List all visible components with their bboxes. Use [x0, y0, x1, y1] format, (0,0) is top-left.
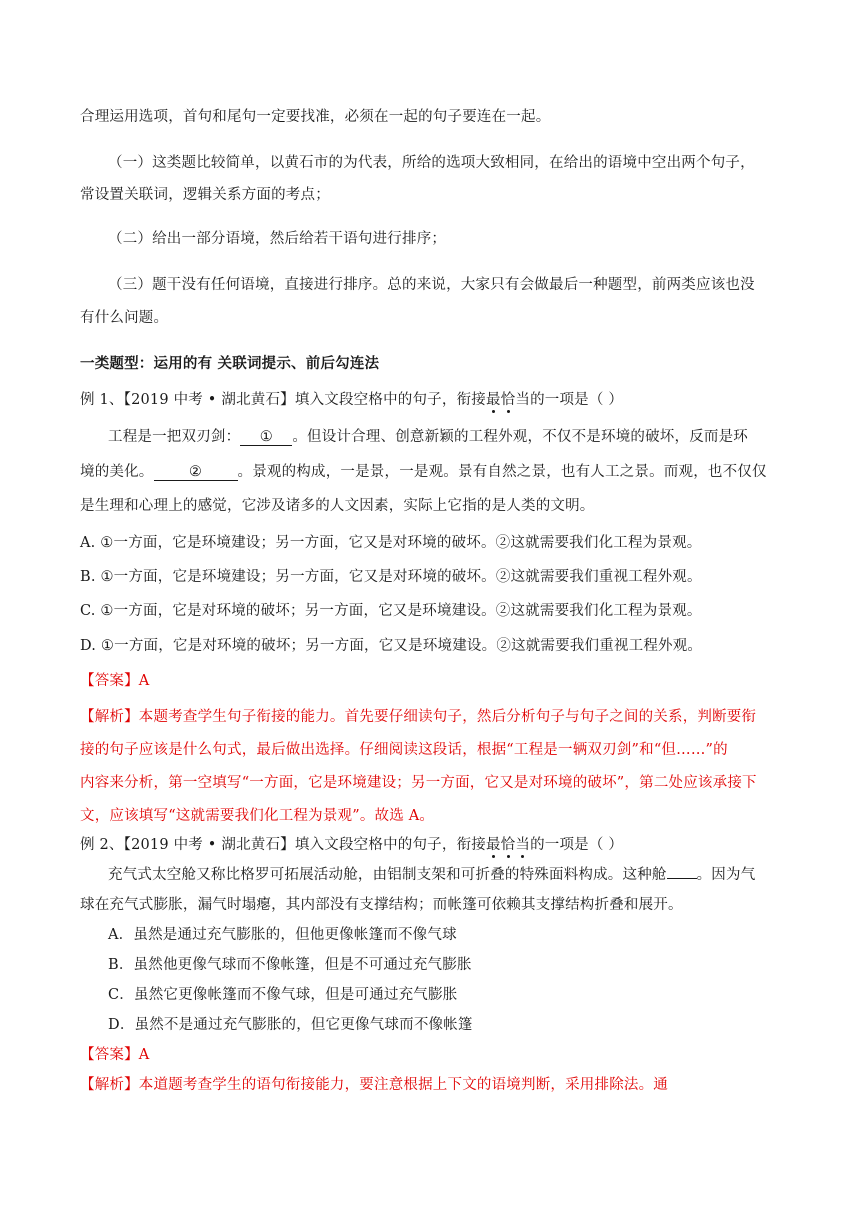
- blank: [667, 866, 697, 879]
- emphasis-char: 最: [485, 837, 501, 853]
- type-three-line-1: （三）题干没有任何语境，直接进行排序。总的来说，大家只有会做最后一种题型，前两类应该也没: [108, 277, 755, 293]
- emphasis-char: 最: [485, 392, 501, 408]
- example-1-passage-line-3: 是生理和心理上的感觉，它涉及诸多的人文因素，实际上它指的是人类的文明。: [80, 498, 595, 514]
- example-1-answer: 【答案】A: [80, 673, 150, 689]
- example-2-analysis: 【解析】本道题考查学生的语句衔接能力，要注意根据上下文的语境判断，采用排除法。通: [80, 1077, 668, 1093]
- example-1-option-b: B. ①一方面，它是环境建设；另一方面，它又是对环境的破坏。②这就需要我们重视工程外观。: [80, 569, 702, 585]
- example-1-question: [80, 391, 623, 409]
- example-2-passage-line-2: 球在充气式膨胀，漏气时塌瘪，其内部没有支撑结构；而帐篷可依赖其支撑结构折叠和展开。: [80, 897, 683, 913]
- example-2-question-suffix: 的一项是（ ）: [530, 837, 624, 853]
- example-2-option-b: B．虽然他更像气球而不像帐篷，但是不可通过充气膨胀: [108, 957, 472, 973]
- example-1-analysis-line-3: 内容来分析，第一空填写“一方面，它是环境建设；另一方面，它又是对环境的破坏”，第二处应该承接下: [80, 775, 757, 791]
- passage-text: 。因为气: [696, 867, 756, 883]
- example-1-analysis-line-1: 【解析】本题考查学生句子衔接的能力。首先要仔细读句子，然后分析句子与句子之间的关系，判断要衔: [80, 709, 757, 725]
- blank-1: ①: [240, 429, 292, 446]
- example-2-question: [80, 836, 623, 854]
- example-1-passage-line-1: [108, 428, 748, 446]
- passage-text: 。但设计合理、创意新颖的工程外观，不仅不是环境的破坏，反而是环: [292, 429, 749, 445]
- example-2-option-d: D．虽然不是通过充气膨胀的，但它更像气球而不像帐篷: [108, 1017, 473, 1033]
- intro-paragraph: 合理运用选项，首句和尾句一定要找准，必须在一起的句子要连在一起。: [80, 109, 551, 125]
- passage-text: 充气式太空舱又称比格罗可拓展活动舱，由铝制支架和可折叠的特殊面料构成。这种舱: [108, 867, 667, 883]
- example-2-answer: 【答案】A: [80, 1047, 150, 1063]
- type-one-line-2: 常设置关联词，逻辑关系方面的考点；: [80, 187, 330, 203]
- type-one-line-1: （一）这类题比较简单，以黄石市的为代表，所给的选项大致相同，在给出的语境中空出两个句子，: [108, 155, 755, 171]
- example-1-question-prefix: 例 1、【2019 中考 • 湖北黄石】填入文段空格中的句子，衔接: [80, 392, 486, 408]
- example-1-option-c: C. ①一方面，它是对环境的破坏；另一方面，它又是环境建设。②这就需要我们化工程为景观。: [80, 603, 702, 619]
- example-2-passage-line-1: [108, 866, 755, 884]
- example-2-question-prefix: 例 2、【2019 中考 • 湖北黄石】填入文段空格中的句子，衔接: [80, 837, 486, 853]
- blank-2: ②: [154, 464, 238, 481]
- example-1-option-d: D. ①一方面，它是对环境的破坏；另一方面，它又是环境建设。②这就需要我们重视工程外观。: [80, 638, 703, 654]
- example-1-analysis-line-2: 接的句子应该是什么句式，最后做出选择。仔细阅读这段话，根据“工程是一辆双刃剑”和“但……”的: [80, 742, 728, 758]
- example-1-option-a: A. ①一方面，它是环境建设；另一方面，它又是对环境的破坏。②这就需要我们化工程为景观。: [80, 535, 702, 551]
- passage-text: 。景观的构成，一是景，一是观。景有自然之景，也有人工之景。而观，也不仅仅: [237, 464, 767, 480]
- example-1-analysis-line-4: 文，应该填写“这就需要我们化工程为景观”。故选 A。: [80, 808, 435, 824]
- passage-text: 工程是一把双刃剑：: [108, 429, 241, 445]
- example-2-option-a: A．虽然是通过充气膨胀的，但他更像帐篷而不像气球: [108, 927, 457, 943]
- emphasis-char: 当: [515, 837, 531, 853]
- emphasis-char: 恰: [500, 837, 516, 853]
- example-2-option-c: C．虽然它更像帐篷而不像气球，但是可通过充气膨胀: [108, 987, 458, 1003]
- example-1-passage-line-2: [80, 463, 767, 481]
- example-1-question-suffix: 当的一项是（ ）: [515, 392, 624, 408]
- passage-text: 境的美化。: [80, 464, 154, 480]
- section-heading: 一类题型：运用的有 关联词提示、前后勾连法: [80, 355, 380, 372]
- type-three-line-2: 有什么问题。: [80, 310, 169, 326]
- emphasis-char: 恰: [500, 392, 516, 408]
- type-two-line: （二）给出一部分语境，然后给若干语句进行排序；: [108, 231, 447, 247]
